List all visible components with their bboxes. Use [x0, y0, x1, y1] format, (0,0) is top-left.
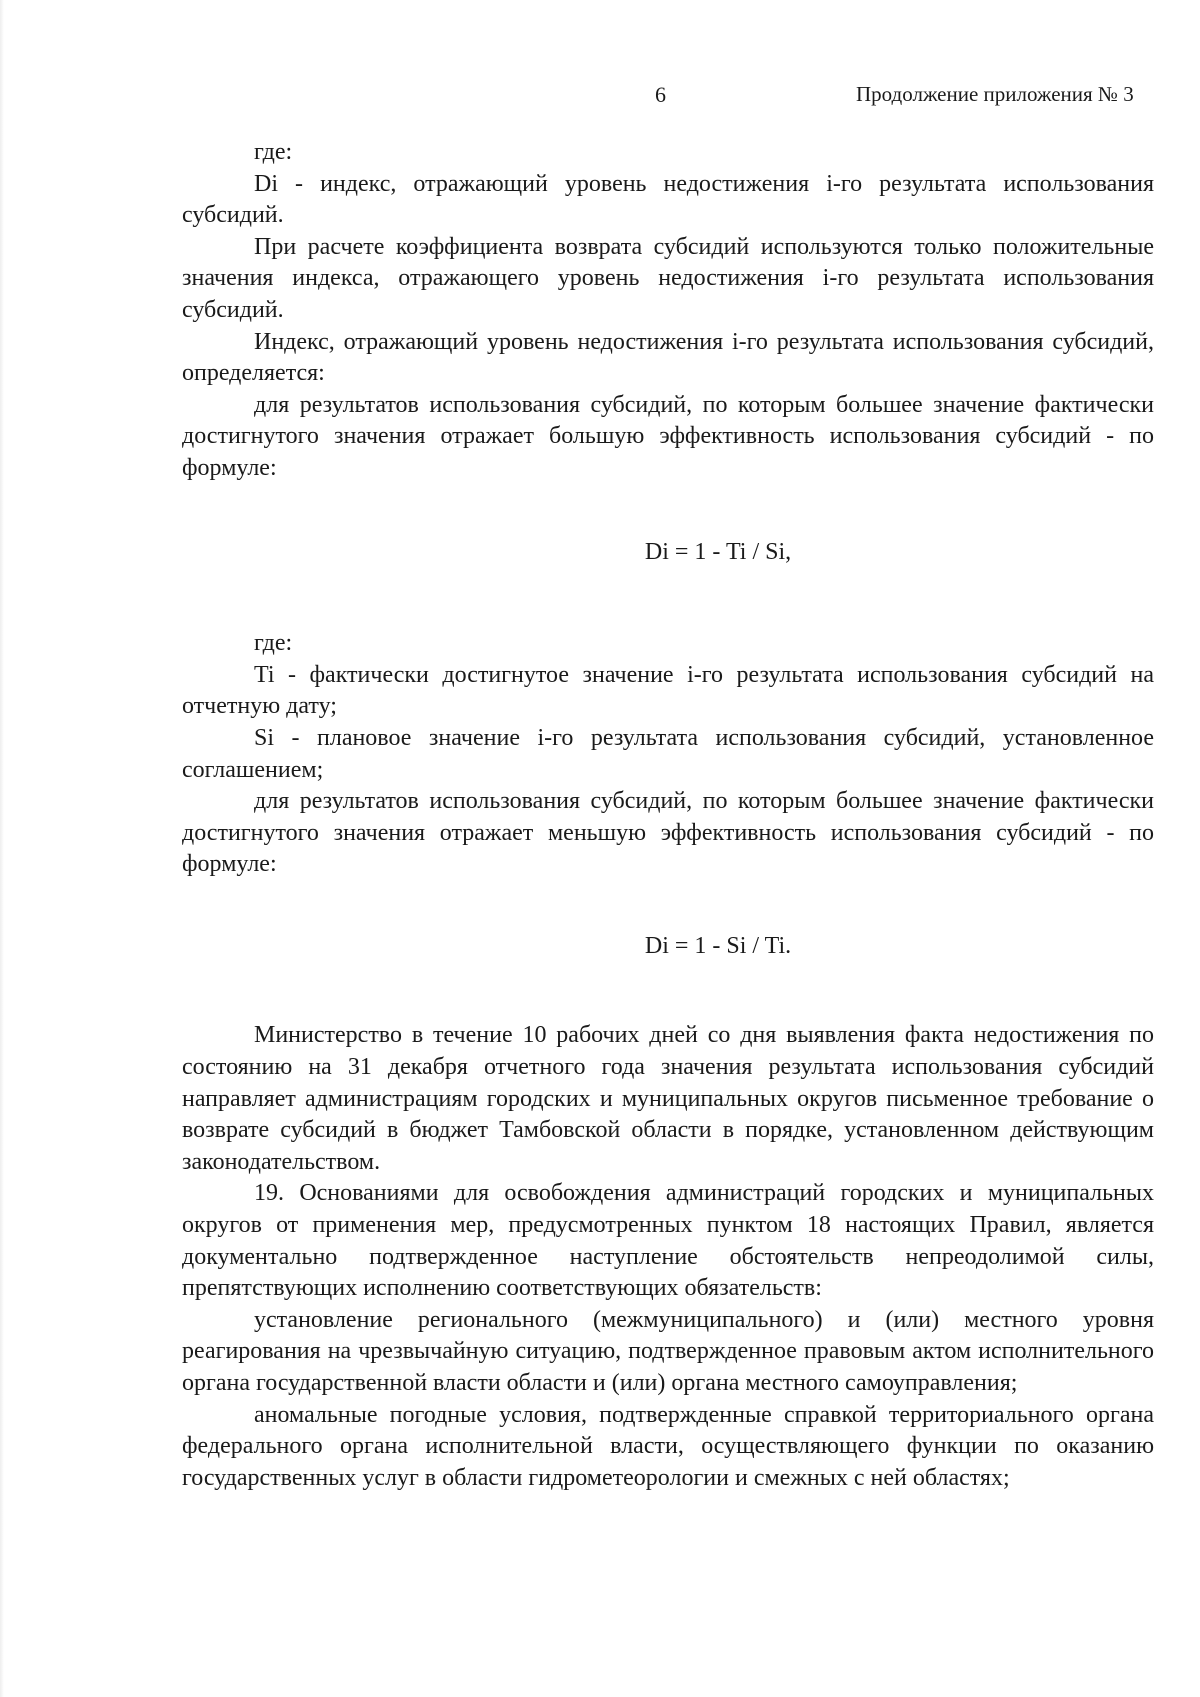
paragraph-ministry-requirement: Министерство в течение 10 рабочих дней со дня выявления факта недостижения по состоянию на 31 декабря отчетного года значения результата использования субсидий направляет администрациям городских и муниципальных округов письменное требование о возврате субсидий в бюджет Тамбовской области в порядке, установленном действующим законодательством.: [182, 1022, 1154, 1175]
paragraph-emergency-level: установление регионального (межмуниципального) и (или) местного уровня реагирования на чрезвычайную ситуацию, подтвержденное правовым актом исполнительного органа государственной власти области и (или) органа местного самоуправления;: [182, 1306, 1154, 1396]
paragraph-weather-conditions: аномальные погодные условия, подтвержденные справкой территориального органа федерального органа исполнительной власти, осуществляющего функции по оказанию государственных услуг в области гидрометеорологии и смежных с ней областях;: [182, 1401, 1154, 1491]
paragraph-si-definition: Si - плановое значение i-го результата использования субсидий, установленное соглашением;: [182, 724, 1154, 783]
paragraph-19-grounds: 19. Основаниями для освобождения администраций городских и муниципальных округов от применения мер, предусмотренных пунктом 18 настоящих Правил, является документально подтвержденное наступление обстоятельств непреодолимой силы, препятствующих исполнению соответствующих обязательств:: [182, 1180, 1154, 1302]
paragraph-lesser-efficiency: для результатов использования субсидий, по которым большее значение фактически достигнутого значения отражает меньшую эффективность использования субсидий - по формуле:: [182, 788, 1154, 878]
paragraph-index-determined: Индекс, отражающий уровень недостижения i-го результата использования субсидий, определяется:: [182, 328, 1154, 387]
paragraph-ti-definition: Ti - фактически достигнутое значение i-го результата использования субсидий на отчетную дату;: [182, 661, 1154, 720]
paragraph-positive-values: При расчете коэффициента возврата субсидий используются только положительные значения индекса, отражающего уровень недостижения i-го результата использования субсидий.: [182, 233, 1154, 323]
paragraph-where-1: где:: [254, 139, 293, 165]
formula-di-greater: Di = 1 - Ti / Si,: [644, 538, 792, 565]
paragraph-di-definition: Di - индекс, отражающий уровень недостижения i-го результата использования субсидий.: [182, 170, 1154, 229]
page-number: 6: [655, 82, 666, 107]
scan-edge-shadow: [0, 0, 4, 1697]
paragraph-greater-efficiency: для результатов использования субсидий, по которым большее значение фактически достигнутого значения отражает большую эффективность использования субсидий - по формуле:: [182, 391, 1154, 481]
paragraph-where-2: где:: [254, 630, 293, 657]
formula-di-lesser: Di = 1 - Si / Ti.: [644, 932, 792, 959]
appendix-continuation-title: Продолжение приложения № 3: [856, 82, 1134, 106]
document-body: [182, 137, 1154, 1494]
